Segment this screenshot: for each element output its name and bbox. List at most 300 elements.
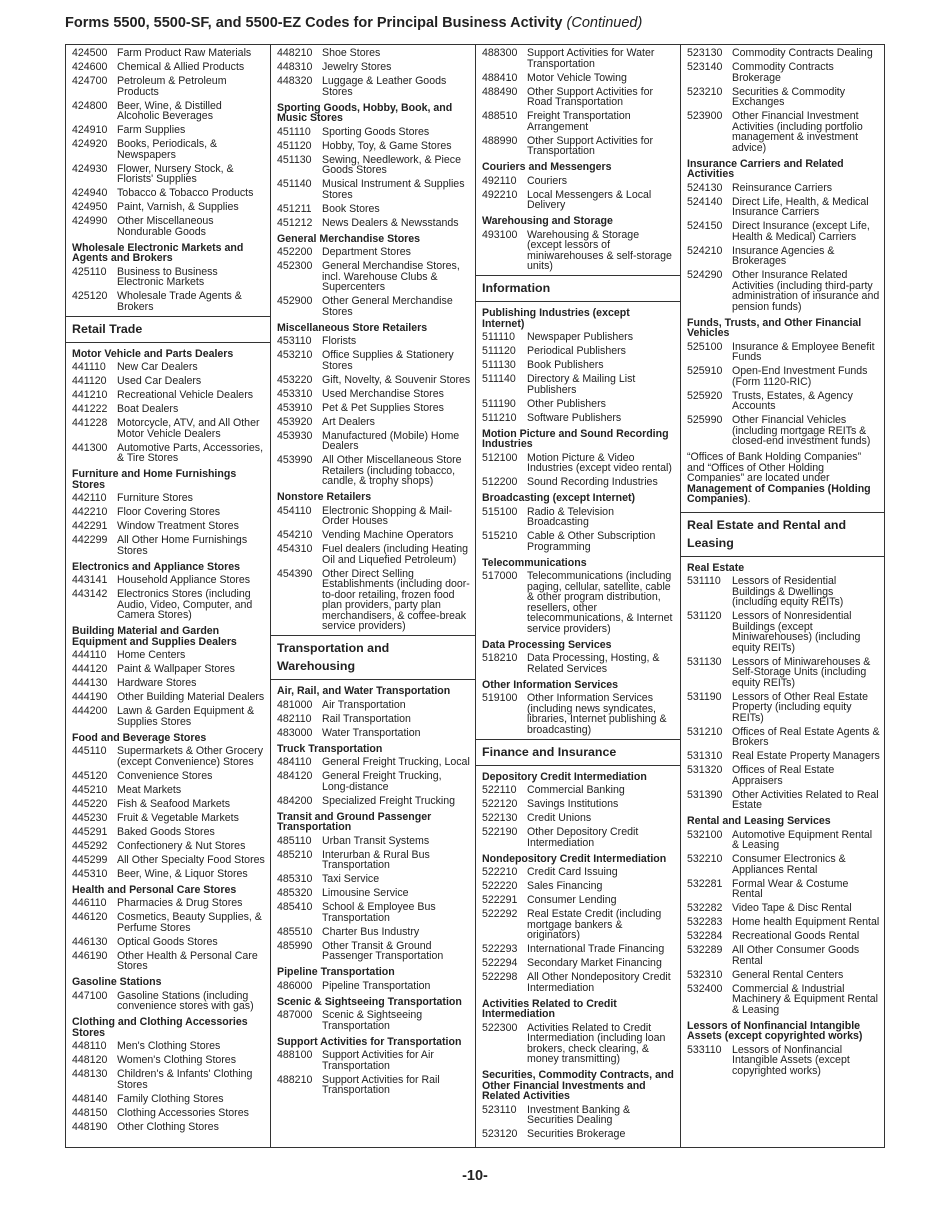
code-description: Other Insurance Related Activities (including third-party administration of insurance and pension funds) [732, 269, 880, 313]
code-entry [66, 362, 270, 373]
code-number: 452200 [277, 246, 313, 258]
code-entry [681, 931, 884, 942]
code-description: Scenic & Sightseeing Transportation [322, 1009, 423, 1032]
subsection-heading: Couriers and Messengers [482, 161, 612, 173]
code-number: 511130 [482, 359, 516, 371]
code-entry [476, 909, 680, 941]
code-description: Radio & Television Broadcasting [527, 505, 614, 528]
code-number: 444110 [72, 649, 107, 661]
code-entry [271, 927, 475, 938]
code-description: Other Health & Personal Care Stores [117, 949, 258, 972]
subsection-heading: Pipeline Transportation [277, 966, 395, 978]
code-number: 448190 [72, 1120, 108, 1133]
code-number: 525990 [687, 414, 723, 426]
code-description: Other Financial Investment Activities (including portfolio management & investment advice) [732, 110, 863, 154]
code-description: Jewelry Stores [322, 61, 392, 73]
code-number: 448140 [72, 1092, 108, 1105]
code-entry [66, 216, 270, 237]
code-number: 485210 [277, 848, 313, 861]
code-number: 453310 [277, 387, 313, 400]
code-number: 511140 [482, 373, 516, 385]
code-number: 485990 [277, 939, 313, 952]
code-description: General Freight Trucking, Local [322, 756, 470, 768]
subsection-heading: Securities, Commodity Contracts, and Other Financial Investments and Related Activities [482, 1069, 674, 1102]
code-description: Support Activities for Rail Transportation [322, 1073, 440, 1096]
code-entry [681, 415, 884, 447]
code-entry [476, 867, 680, 878]
code-entry [271, 431, 475, 452]
code-description: Window Treatment Stores [117, 520, 239, 532]
code-entry [681, 183, 884, 194]
code-number: 451120 [277, 139, 312, 152]
code-number: 515100 [482, 505, 518, 518]
code-number: 522300 [482, 1021, 518, 1034]
code-number: 441120 [72, 375, 107, 387]
code-number: 452900 [277, 295, 313, 307]
code-description: Insurance Agencies & Brokerages [732, 244, 835, 267]
section-heading: Transportation and Warehousing [271, 635, 475, 680]
code-description: Home Centers [117, 649, 186, 661]
code-description: Other Clothing Stores [117, 1120, 219, 1133]
code-number: 453990 [277, 454, 313, 466]
code-entry [476, 190, 680, 211]
code-entry [476, 48, 680, 69]
code-entry [66, 692, 270, 703]
code-entry [271, 757, 475, 768]
code-number: 531110 [687, 575, 721, 587]
code-entry [66, 746, 270, 767]
code-number: 448110 [72, 1040, 107, 1052]
code-description: Rail Transportation [322, 712, 411, 725]
code-number: 512200 [482, 476, 518, 488]
code-entry [271, 836, 475, 847]
code-number: 481000 [277, 698, 313, 711]
subsection-heading: Truck Transportation [277, 742, 383, 755]
code-entry [66, 188, 270, 199]
code-entry [271, 941, 475, 962]
code-number: 522120 [482, 798, 518, 810]
code-entry [681, 790, 884, 811]
code-entry [271, 76, 475, 97]
code-number: 442299 [72, 534, 108, 546]
code-description: Direct Life, Health, & Medical Insurance Carriers [732, 195, 869, 218]
code-description: Taxi Service [322, 873, 380, 885]
code-number: 441110 [72, 361, 106, 373]
code-description: Sporting Goods Stores [322, 125, 430, 138]
code-entry [681, 611, 884, 653]
code-description: General Freight Trucking, Long-distance [322, 770, 442, 793]
code-description: Office Supplies & Stationery Stores [322, 349, 454, 372]
code-entry [681, 657, 884, 689]
code-description: Family Clothing Stores [117, 1092, 224, 1105]
code-entry [681, 270, 884, 312]
code-entry [66, 48, 270, 59]
code-entry [681, 391, 884, 412]
code-entry [66, 493, 270, 504]
code-description: Lessors of Nonresidential Buildings (except Miniwarehouses) (including equity REITs) [732, 610, 861, 654]
subsection-heading: Scenic & Sightseeing Transportation [277, 995, 462, 1008]
code-description: All Other Consumer Goods Rental [732, 944, 860, 967]
code-description: Children's & Infants' Clothing Stores [117, 1068, 253, 1091]
code-entry [681, 197, 884, 218]
code-description: Home health Equipment Rental [732, 916, 880, 928]
code-description: Warehousing & Storage (except lessors of miniwarehouses & self-storage units) [527, 228, 672, 272]
subsection-heading: Transit and Ground Passenger Transportation [277, 810, 432, 833]
code-entry [271, 700, 475, 711]
code-entry [476, 136, 680, 157]
code-number: 531320 [687, 764, 723, 776]
code-number: 453210 [277, 349, 313, 361]
code-entry [271, 204, 475, 215]
code-entry [476, 571, 680, 634]
code-number: 453930 [277, 429, 313, 442]
section-heading: Information [476, 275, 680, 302]
code-number: 532289 [687, 944, 723, 956]
code-description: Other Publishers [527, 397, 606, 410]
code-description: General Rental Centers [732, 968, 844, 981]
code-entry [66, 589, 270, 621]
code-number: 453220 [277, 373, 313, 386]
code-entry [681, 221, 884, 242]
page-number: -10- [462, 1168, 488, 1184]
code-number: 424940 [72, 187, 108, 199]
code-entry [66, 678, 270, 689]
code-entry [66, 1122, 270, 1133]
code-description: Women's Clothing Stores [117, 1054, 236, 1066]
code-number: 493100 [482, 228, 518, 241]
code-entry [66, 813, 270, 824]
code-number: 454310 [277, 543, 313, 555]
code-entry [66, 991, 270, 1012]
code-description: All Other Home Furnishings Stores [117, 534, 248, 557]
code-number: 453910 [277, 401, 313, 414]
code-entry [66, 125, 270, 136]
code-description: Direct Insurance (except Life, Health & Medical) Carriers [732, 220, 870, 243]
code-description: Meat Markets [117, 783, 182, 796]
code-description: General Merchandise Stores, incl. Warehouse Clubs & Supercenters [322, 260, 460, 293]
code-description: Hardware Stores [117, 677, 197, 689]
code-entry [66, 1041, 270, 1052]
note-end: . [747, 493, 751, 505]
code-number: 511210 [482, 411, 517, 424]
code-description: Pipeline Transportation [322, 979, 431, 992]
code-entry [66, 855, 270, 866]
code-description: Recreational Vehicle Dealers [117, 389, 254, 401]
code-entry [271, 506, 475, 527]
code-entry [271, 850, 475, 871]
code-entry [681, 765, 884, 786]
code-number: 524210 [687, 244, 723, 257]
code-entry [271, 1075, 475, 1096]
code-entry [66, 1094, 270, 1105]
code-entry [271, 796, 475, 807]
subsection-heading: Insurance Carriers and Related Activities [687, 157, 844, 180]
code-description: Cosmetics, Beauty Supplies, & Perfume Stores [117, 911, 262, 934]
code-entry [271, 247, 475, 258]
code-number: 522292 [482, 908, 518, 920]
code-entry [271, 455, 475, 487]
code-description: Vending Machine Operators [322, 529, 454, 541]
code-description: Furniture Stores [117, 492, 193, 504]
code-number: 531210 [687, 725, 723, 738]
code-entry [681, 984, 884, 1016]
code-entry [476, 477, 680, 488]
subsection-heading: Depository Credit Intermediation [482, 770, 647, 783]
column-1 [65, 45, 270, 1147]
code-number: 487000 [277, 1009, 313, 1021]
code-description: Clothing Accessories Stores [117, 1106, 249, 1119]
code-entry [271, 530, 475, 541]
code-number: 484110 [277, 756, 312, 768]
code-entry [66, 706, 270, 727]
code-description: Lessors of Miniwarehouses & Self-Storage Units (including equity REITs) [732, 655, 871, 689]
code-description: Secondary Market Financing [527, 957, 662, 969]
code-number: 522210 [482, 866, 518, 878]
code-description: Investment Banking & Securities Dealing [527, 1103, 631, 1126]
code-number: 424990 [72, 215, 108, 227]
code-number: 531190 [687, 690, 722, 703]
code-description: Lessors of Residential Buildings & Dwellings (including equity REITs) [732, 575, 844, 608]
code-description: Other General Merchandise Stores [322, 295, 453, 318]
code-entry [271, 771, 475, 792]
code-description: Wholesale Trade Agents & Brokers [117, 290, 242, 313]
code-entry [476, 827, 680, 848]
code-entry [271, 1010, 475, 1031]
code-number: 522294 [482, 957, 518, 969]
code-entry [681, 917, 884, 928]
code-entry [681, 342, 884, 363]
column-2 [270, 45, 475, 1147]
code-entry [271, 48, 475, 59]
code-description: Department Stores [322, 246, 411, 258]
code-number: 442210 [72, 506, 108, 518]
code-number: 424930 [72, 162, 108, 175]
code-description: Automotive Equipment Rental & Leasing [732, 828, 873, 851]
code-description: Convenience Stores [117, 769, 213, 782]
code-description: Tobacco & Tobacco Products [117, 187, 254, 199]
subsection-heading: Publishing Industries (except Internet) [482, 307, 630, 330]
code-entry [66, 267, 270, 288]
code-description: Beer, Wine, & Distilled Alcoholic Beverages [117, 99, 222, 122]
code-description: Other Direct Selling Establishments (including door-to-door retailing, frozen food plan providers, party plan merchandisers, & coffee-break service providers) [322, 567, 470, 632]
code-entry [271, 261, 475, 293]
code-entry [271, 296, 475, 317]
code-entry [271, 141, 475, 152]
code-entry [476, 944, 680, 955]
code-entry [476, 87, 680, 108]
code-number: 525100 [687, 340, 723, 353]
page-title [65, 15, 642, 31]
code-description: New Car Dealers [117, 361, 198, 373]
code-entry [66, 139, 270, 160]
code-description: Floor Covering Stores [117, 506, 221, 518]
code-number: 425110 [72, 265, 107, 278]
subsection-heading: Wholesale Electronic Markets and Agents and Brokers [72, 241, 244, 264]
code-description: Beer, Wine, & Liquor Stores [117, 867, 248, 880]
code-description: Water Transportation [322, 726, 421, 739]
code-description: Activities Related to Credit Intermediation (including loan brokers, check clearing, & money transmitting) [527, 1021, 666, 1065]
code-number: 488990 [482, 134, 518, 147]
code-entry [271, 714, 475, 725]
code-number: 444120 [72, 663, 108, 675]
subsection-heading: General Merchandise Stores [277, 232, 421, 245]
code-entry [271, 403, 475, 414]
subsection-heading: Gasoline Stations [72, 976, 162, 988]
code-entry [271, 350, 475, 371]
code-description: Chemical & Allied Products [117, 61, 245, 73]
code-description: Fuel dealers (including Heating Oil and Liquefied Petroleum) [322, 543, 469, 566]
code-number: 485310 [277, 873, 313, 885]
code-entry [271, 155, 475, 176]
code-entry [681, 854, 884, 875]
code-number: 488300 [482, 47, 518, 59]
subsection-heading: Electronics and Appliance Stores [72, 560, 240, 573]
code-number: 522190 [482, 826, 518, 838]
code-entry [681, 692, 884, 724]
code-number: 488510 [482, 110, 518, 122]
code-entry [66, 507, 270, 518]
code-entry [271, 62, 475, 73]
code-entry [66, 443, 270, 464]
code-number: 532284 [687, 930, 723, 942]
code-entry [66, 937, 270, 948]
code-description: News Dealers & Newsstands [322, 216, 459, 229]
code-number: 492110 [482, 174, 517, 187]
code-description: Other Miscellaneous Nondurable Goods [117, 215, 214, 238]
code-description: Luggage & Leather Goods Stores [322, 75, 447, 98]
column-3 [475, 45, 680, 1147]
code-entry [271, 1050, 475, 1071]
code-description: Telecommunications (including paging, cellular, satellite, cable & other program distribution, resellers, other telecommunications, & Internet service providers) [527, 570, 673, 635]
code-entry [66, 202, 270, 213]
code-description: International Trade Financing [527, 943, 665, 955]
code-description: Baked Goods Stores [117, 825, 215, 838]
subsection-heading: Motor Vehicle and Parts Dealers [72, 347, 234, 360]
code-description: Air Transportation [322, 698, 406, 711]
holding-companies-note [681, 450, 884, 509]
code-number: 523900 [687, 110, 723, 122]
code-description: Florists [322, 335, 357, 347]
code-entry [66, 521, 270, 532]
code-description: Business to Business Electronic Markets [117, 265, 218, 288]
code-number: 451140 [277, 178, 312, 190]
subsection-heading: Clothing and Clothing Accessories Stores [72, 1016, 248, 1039]
code-description: Other Depository Credit Intermediation [527, 826, 639, 849]
code-description: Couriers [527, 174, 568, 187]
code-entry [476, 1105, 680, 1126]
code-entry [681, 727, 884, 748]
code-number: 454110 [277, 504, 312, 517]
code-description: Offices of Real Estate Appraisers [732, 764, 835, 787]
code-number: 445220 [72, 797, 108, 810]
code-description: Reinsurance Carriers [732, 181, 833, 194]
subsection-heading: Support Activities for Transportation [277, 1035, 462, 1048]
code-number: 442110 [72, 492, 107, 504]
code-entry [271, 544, 475, 565]
code-entry [476, 799, 680, 810]
code-entry [476, 73, 680, 84]
code-entry [66, 951, 270, 972]
code-entry [681, 879, 884, 900]
code-entry [681, 830, 884, 851]
code-number: 532210 [687, 853, 723, 865]
code-entry [681, 903, 884, 914]
code-entry [66, 841, 270, 852]
code-number: 447100 [72, 989, 108, 1002]
code-number: 515210 [482, 530, 518, 542]
code-number: 441300 [72, 441, 108, 454]
code-number: 424910 [72, 124, 108, 136]
code-number: 488100 [277, 1049, 313, 1061]
code-description: Gift, Novelty, & Souvenir Stores [322, 373, 471, 386]
subsection-heading: Nonstore Retailers [277, 491, 372, 503]
code-number: 444190 [72, 691, 108, 703]
code-description: Automotive Parts, Accessories, & Tire Stores [117, 441, 264, 464]
code-description: Recreational Goods Rental [732, 930, 860, 942]
note-text: “Offices of Bank Holding Companies” and “Offices of Other Holding Companies” are located under [687, 451, 862, 484]
section-heading: Retail Trade [66, 316, 270, 343]
code-number: 523210 [687, 85, 723, 98]
subsection-heading: Miscellaneous Store Retailers [277, 321, 428, 334]
code-description: Offices of Real Estate Agents & Brokers [732, 725, 880, 748]
code-number: 441228 [72, 417, 108, 429]
code-number: 448310 [277, 61, 313, 73]
code-description: Motion Picture & Video Industries (except video rental) [527, 451, 672, 474]
code-number: 448120 [72, 1054, 108, 1066]
code-number: 445299 [72, 853, 108, 866]
code-number: 448130 [72, 1068, 108, 1080]
code-entry [681, 111, 884, 153]
code-entry [271, 888, 475, 899]
subsection-heading: Lessors of Nonfinancial Intangible Assets (except copyrighted works) [687, 1019, 863, 1042]
code-number: 441210 [72, 389, 108, 401]
code-entry [271, 218, 475, 229]
code-entry [681, 576, 884, 608]
code-number: 443141 [72, 574, 108, 586]
code-description: Other Building Material Dealers [117, 691, 265, 703]
code-description: Household Appliance Stores [117, 574, 251, 586]
code-number: 448150 [72, 1106, 108, 1119]
code-description: Formal Wear & Costume Rental [732, 877, 849, 900]
code-description: Commercial Banking [527, 784, 625, 796]
code-number: 518210 [482, 652, 518, 664]
code-number: 482110 [277, 712, 312, 725]
code-description: Musical Instrument & Supplies Stores [322, 178, 465, 201]
code-entry [476, 972, 680, 993]
code-description: Farm Supplies [117, 124, 186, 136]
code-description: Other Activities Related to Real Estate [732, 788, 879, 811]
code-description: Flower, Nursery Stock, & Florists' Supplies [117, 162, 234, 185]
code-number: 525910 [687, 365, 723, 377]
code-entry [476, 881, 680, 892]
code-entry [476, 653, 680, 674]
code-number: 511120 [482, 345, 516, 357]
subsection-heading: Food and Beverage Stores [72, 731, 207, 744]
code-entry [681, 48, 884, 59]
code-entry [66, 164, 270, 185]
code-entry [271, 417, 475, 428]
code-description: Electronics Stores (including Audio, Video, Computer, and Camera Stores) [117, 588, 253, 621]
column-4 [680, 45, 885, 1147]
code-number: 488490 [482, 85, 518, 98]
code-entry [66, 827, 270, 838]
code-entry [66, 1055, 270, 1066]
code-entry [271, 179, 475, 200]
code-number: 485320 [277, 887, 313, 899]
code-number: 424800 [72, 99, 108, 112]
code-description: All Other Specialty Food Stores [117, 853, 265, 866]
code-description: Hobby, Toy, & Game Stores [322, 139, 452, 152]
